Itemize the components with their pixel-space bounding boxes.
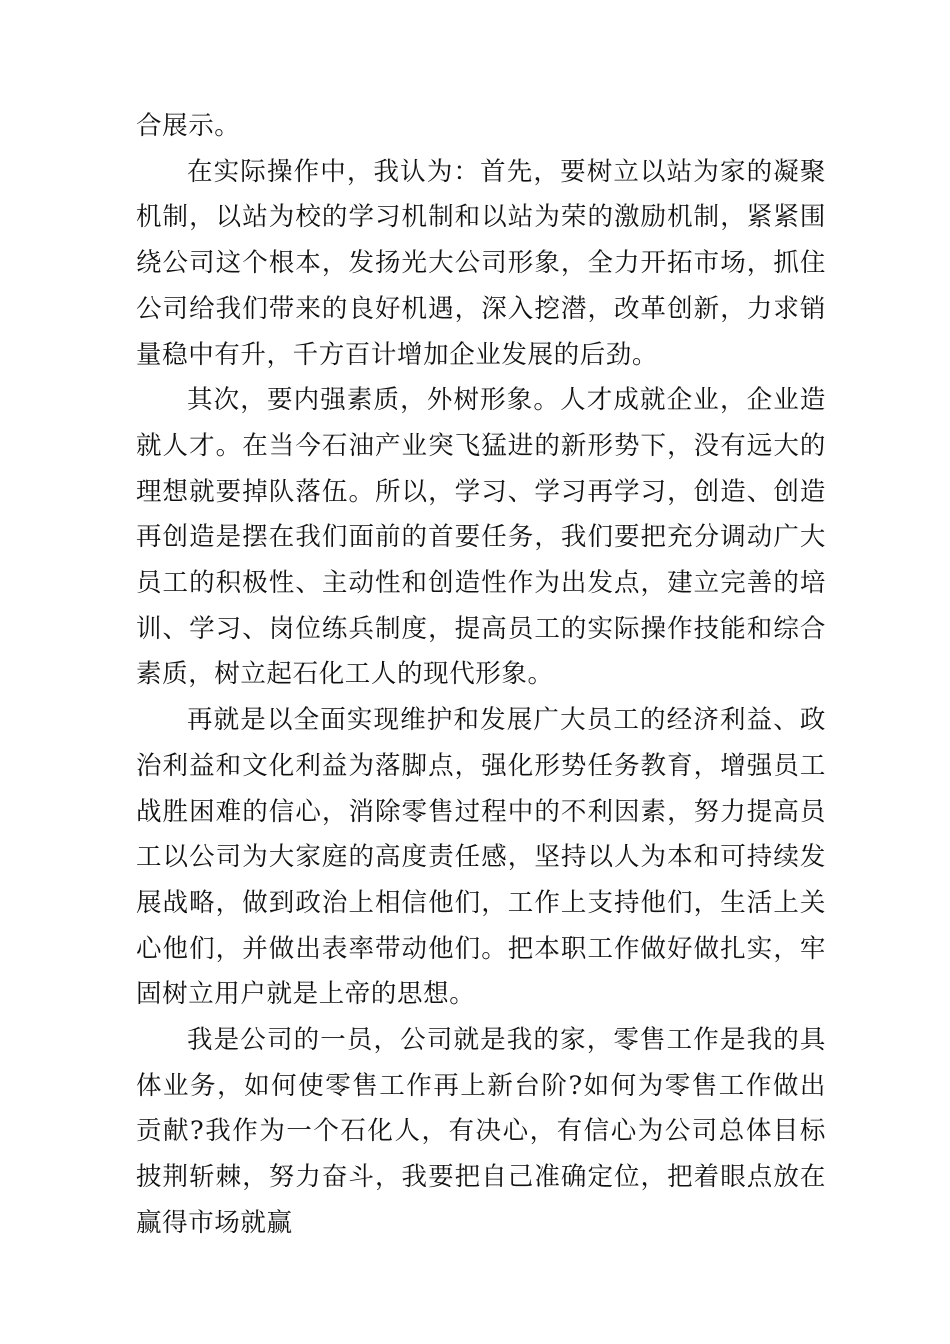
- paragraph-1: 合展示。: [136, 111, 241, 141]
- paragraph-4: 再就是以全面实现维护和发展广大员工的经济利益、政治利益和文化利益为落脚点，强化形势任务教育，增强员工战胜困难的信心，消除零售过程中的不利因素，努力提高员工以公司为大家庭的高度责任感，坚持以人为本和可持续发展战略，做到政治上相信他们，工作上支持他们，生活上关心他们，并做出表率带动他们。把本职工作做好做扎实，牢固树立用户就是上帝的思想。: [136, 705, 826, 1010]
- paragraph-2: 在实际操作中，我认为：首先，要树立以站为家的凝聚机制，以站为校的学习机制和以站为荣的激励机制，紧紧围绕公司这个根本，发扬光大公司形象，全力开拓市场，抓住公司给我们带来的良好机遇，深入挖潜，改革创新，力求销量稳中有升，千方百计增加企业发展的后劲。: [136, 156, 826, 370]
- paragraph-3: 其次，要内强素质，外树形象。人才成就企业，企业造就人才。在当今石油产业突飞猛进的新形势下，没有远大的理想就要掉队落伍。所以，学习、学习再学习，创造、创造再创造是摆在我们面前的首要任务，我们要把充分调动广大员工的积极性、主动性和创造性作为出发点，建立完善的培训、学习、岗位练兵制度，提高员工的实际操作技能和综合素质，树立起石化工人的现代形象。: [136, 385, 826, 690]
- paragraph-5: 我是公司的一员，公司就是我的家，零售工作是我的具体业务，如何使零售工作再上新台阶?如何为零售工作做出贡献?我作为一个石化人，有决心，有信心为公司总体目标披荆斩棘，努力奋斗，我要把自己准确定位，把着眼点放在赢得市场就赢: [136, 1025, 826, 1238]
- document-body: [136, 104, 826, 1247]
